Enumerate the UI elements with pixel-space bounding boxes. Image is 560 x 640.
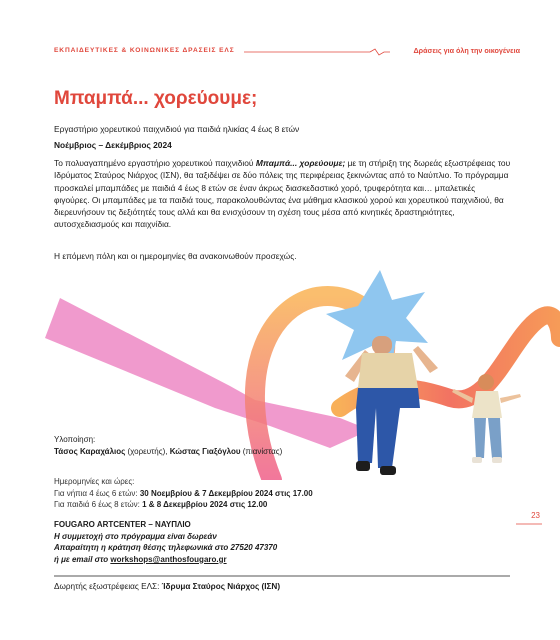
schedule-children-dates: 1 & 8 Δεκεμβρίου 2024 στις 12.00 (142, 500, 268, 510)
sponsor-label: Δωρητής εξωστρέφειας ΕΛΣ: (54, 582, 162, 591)
section-subtitle: Δράσεις για όλη την οικογένεια (413, 46, 520, 55)
email-prefix: ή με email στο (54, 554, 111, 564)
schedule-label: Ημερομηνίες και ώρες: (54, 477, 135, 486)
venue-block (54, 519, 277, 565)
venue-name: FOUGARO ARTCENTER – ΝΑΥΠΛΙΟ (54, 520, 191, 529)
pianist-name: Κώστας Γιαξόγλου (169, 446, 241, 456)
schedule-children-label: Για παιδιά 6 έως 8 ετών: (54, 500, 143, 510)
email-link[interactable]: workshops@anthosfougaro.gr (110, 554, 227, 564)
child-figure (452, 374, 521, 463)
description-text-start: Το πολυαγαπημένο εργαστήριο χορευτικού παιχνιδιού (54, 158, 256, 168)
page-title: Μπαμπά... χορεύουμε; (54, 88, 258, 109)
event-subtitle: Εργαστήριο χορευτικού παιχνιδιού για παιδιά ηλικίας 4 έως 8 ετών (54, 124, 300, 134)
footer-rule (54, 575, 510, 577)
booking-info-text: Απαραίτητη η κράτηση θέσης τηλεφωνικά στο 27520 47370 (54, 543, 278, 553)
schedule-toddlers-dates: 30 Νοεμβρίου & 7 Δεκεμβρίου 2024 στις 17.00 (139, 488, 313, 498)
description-paragraph (54, 157, 512, 231)
schedule-toddlers-label: Για νήπια 4 έως 6 ετών: (54, 488, 140, 498)
sponsor-line (54, 582, 280, 591)
announcement-note: Η επόμενη πόλη και οι ημερομηνίες θα ανακοινωθούν προσεχώς. (54, 251, 297, 261)
father-figure (345, 336, 438, 475)
pianist-role: (πιανίστας) (240, 446, 283, 456)
performer-role: (χορευτής), (125, 446, 170, 456)
pink-ribbon (45, 298, 370, 448)
header-rule (244, 48, 390, 56)
event-period: Νοέμβριος – Δεκέμβριος 2024 (54, 140, 172, 150)
section-label: ΕΚΠΑΙΔΕΥΤΙΚΕΣ & ΚΟΙΝΩΝΙΚΕΣ ΔΡΑΣΕΙΣ ΕΛΣ (54, 47, 235, 54)
page-number: 23 (531, 511, 540, 520)
description-text-rest: με τη στήριξη της δωρεάς εξωστρέφειας του Ιδρύματος Σταύρος Νιάρχος (ΙΣΝ), θα ταξιδέψει σε δύο πόλεις της περιφέρειας ξεκινώντας από το Ναύπλιο. Το πρόγραμμα προσκαλεί μπαμπάδες με παιδιά 4 έως 8 ετών σε έναν άκρως διασκεδαστικό χορό, τρυφερότητα και… μπαλετικές φιγούρες. Οι μπαμπάδες με τα παιδιά τους, παρακολουθώντας ένα μάθημα κλασικού χορού και χορευτικού παιχνιδιού, θα διερευνήσουν τις δεξιότητές τους αλλά και θα ενισχύσουν τη σχέση τους μέσα από κινητικές δραστηριότητες, αυτοσχεδιασμούς και παιχνίδια. (54, 158, 511, 230)
page-number-rule (516, 523, 542, 525)
free-participation-text: Η συμμετοχή στο πρόγραμμα είναι δωρεάν (54, 531, 217, 541)
free-participation (54, 531, 277, 543)
schedule-block (54, 476, 313, 511)
email-line (54, 554, 277, 566)
credits-label: Υλοποίηση: (54, 435, 96, 444)
credits-line (54, 446, 282, 458)
booking-info (54, 542, 277, 554)
sponsor-name: Ίδρυμα Σταύρος Νιάρχος (ΙΣΝ) (161, 582, 281, 591)
description-workshop-name: Μπαμπά... χορεύουμε; (255, 158, 346, 168)
credits-block (54, 434, 282, 457)
performer-name: Τάσος Καραχάλιος (54, 446, 126, 456)
schedule-line-children (54, 499, 313, 511)
schedule-line-toddlers (54, 488, 313, 500)
